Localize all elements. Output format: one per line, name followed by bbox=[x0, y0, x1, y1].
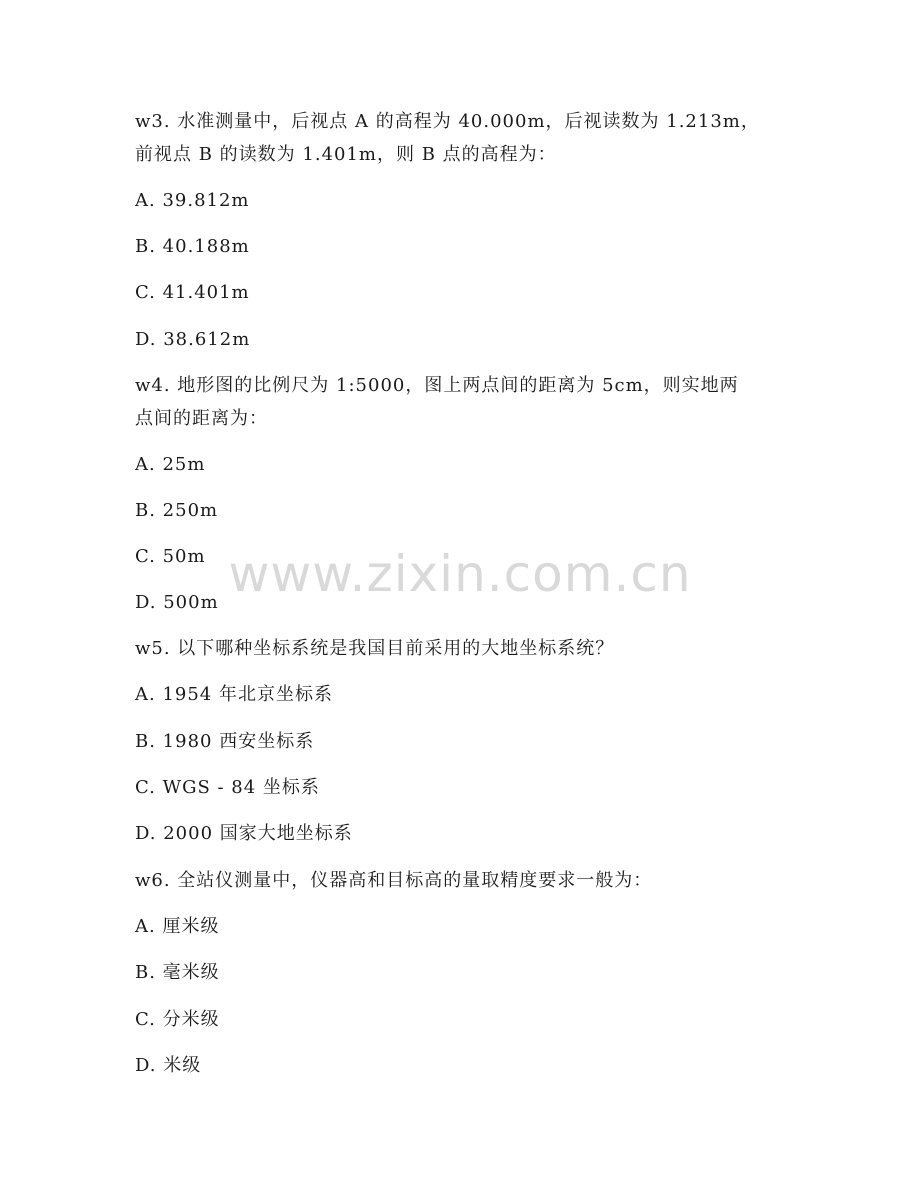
question-w4-option-d: D. 500m bbox=[135, 592, 219, 613]
question-w3-option-c: C. 41.401m bbox=[135, 282, 250, 303]
question-w6-option-a: A. 厘米级 bbox=[135, 916, 220, 937]
question-w5-line-1: w5. 以下哪种坐标系统是我国目前采用的大地坐标系统？ bbox=[135, 638, 615, 659]
question-w3-line-1: w3. 水准测量中，后视点 A 的高程为 40.000m，后视读数为 1.213m， bbox=[135, 111, 760, 132]
question-w5-option-c: C. WGS - 84 坐标系 bbox=[135, 777, 320, 798]
question-w5-option-a: A. 1954 年北京坐标系 bbox=[135, 684, 333, 705]
question-w3-line-2: 前视点 B 的读数为 1.401m，则 B 点的高程为： bbox=[135, 144, 557, 165]
question-w4-option-a: A. 25m bbox=[135, 454, 206, 475]
question-w3-option-a: A. 39.812m bbox=[135, 190, 250, 211]
question-w4-option-c: C. 50m bbox=[135, 546, 206, 567]
question-w4-line-2: 点间的距离为： bbox=[135, 408, 268, 429]
question-w4-option-b: B. 250m bbox=[135, 500, 219, 521]
question-w5-option-b: B. 1980 西安坐标系 bbox=[135, 731, 315, 752]
question-w3-option-b: B. 40.188m bbox=[135, 236, 250, 257]
watermark: www.zixin.com.cn bbox=[228, 545, 692, 603]
question-w5-option-d: D. 2000 国家大地坐标系 bbox=[135, 823, 353, 844]
question-w6-option-d: D. 米级 bbox=[135, 1055, 202, 1076]
question-w6-option-b: B. 毫米级 bbox=[135, 962, 220, 983]
question-w4-line-1: w4. 地形图的比例尺为 1:5000，图上两点间的距离为 5cm，则实地两 bbox=[135, 375, 739, 396]
question-w6-line-1: w6. 全站仪测量中，仪器高和目标高的量取精度要求一般为： bbox=[135, 870, 653, 891]
question-w6-option-c: C. 分米级 bbox=[135, 1009, 220, 1030]
question-w3-option-d: D. 38.612m bbox=[135, 329, 251, 350]
